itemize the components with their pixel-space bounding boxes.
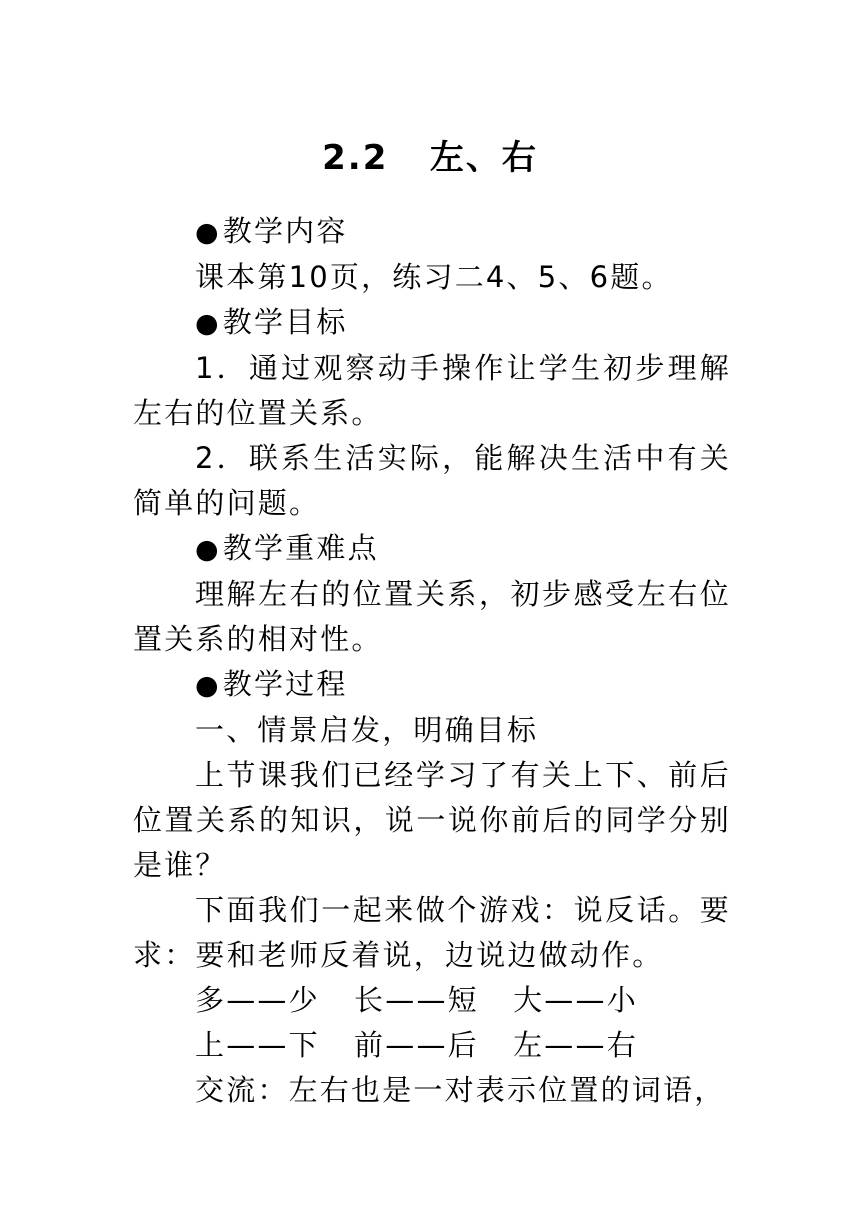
page-title: 2.2 左、右 bbox=[322, 138, 538, 178]
goal-item-2: 2．联系生活实际，能解决生活中有关简单的问题。 bbox=[133, 441, 731, 520]
word-pairs-row-1: 多——少 长——短 大——小 bbox=[195, 983, 638, 1017]
section-heading-label: 教学目标 bbox=[222, 305, 348, 339]
process-paragraph-1: 上节课我们已经学习了有关上下、前后位置关系的知识，说一说你前后的同学分别是谁？ bbox=[133, 758, 731, 882]
section-heading-label: 教学重难点 bbox=[222, 531, 379, 565]
process-paragraph-3: 交流：左右也是一对表示位置的词语， bbox=[195, 1073, 726, 1107]
section-heading-key-points bbox=[133, 526, 731, 572]
key-points-text: 理解左右的位置关系，初步感受左右位置关系的相对性。 bbox=[133, 577, 731, 656]
section-heading-content bbox=[133, 209, 731, 255]
bullet-icon: ● bbox=[195, 217, 221, 248]
section-heading-label: 教学过程 bbox=[222, 667, 348, 701]
section-heading-goals bbox=[133, 300, 731, 346]
bullet-icon: ● bbox=[195, 308, 221, 339]
goal-item-1: 1．通过观察动手操作让学生初步理解左右的位置关系。 bbox=[133, 351, 731, 430]
word-pairs-row-2: 上——下 前——后 左——右 bbox=[195, 1028, 638, 1062]
content-text: 课本第10页，练习二4、5、6题。 bbox=[195, 260, 673, 294]
section-heading-label: 教学内容 bbox=[222, 214, 348, 248]
section-heading-process bbox=[133, 662, 731, 708]
document-body bbox=[133, 209, 731, 1113]
bullet-icon: ● bbox=[195, 534, 221, 565]
process-paragraph-2: 下面我们一起来做个游戏：说反话。要求：要和老师反着说，边说边做动作。 bbox=[133, 893, 731, 972]
process-step-1: 一、情景启发，明确目标 bbox=[195, 713, 539, 747]
bullet-icon: ● bbox=[195, 670, 221, 701]
